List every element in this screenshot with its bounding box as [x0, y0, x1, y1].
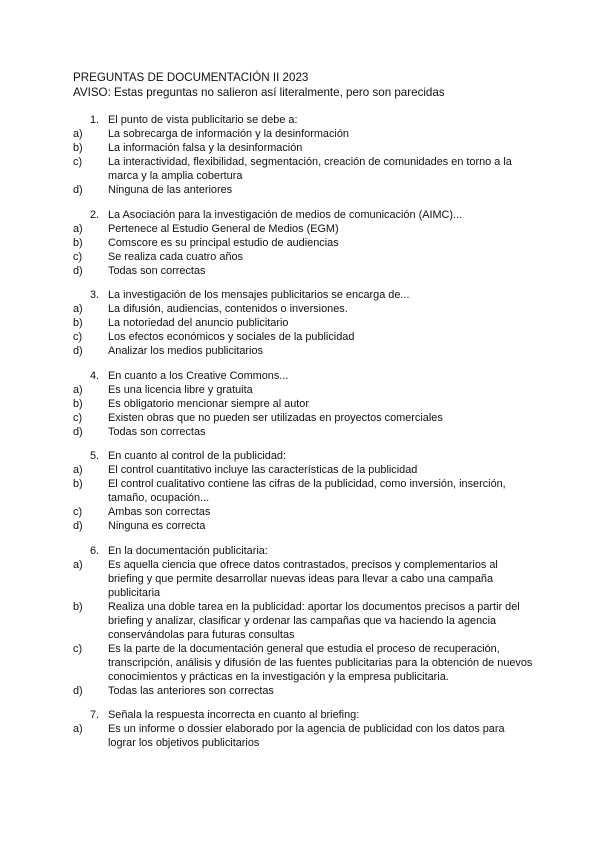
option-text: Realiza una doble tarea en la publicidad: aportar los documentos precisos a partir del briefing y analizar, clasificar y ordenar las campañas que va haciendo la agencia conservándolas para futuras consultas	[108, 600, 520, 641]
option-letter: d)	[73, 264, 83, 277]
answer-option	[73, 642, 533, 684]
answer-option	[73, 600, 533, 642]
document-header	[73, 70, 543, 100]
answer-option	[73, 344, 533, 358]
question-stem	[73, 369, 533, 383]
answer-option	[73, 127, 533, 141]
document-notice: AVISO: Estas preguntas no salieron así literalmente, pero son parecidas	[73, 86, 445, 99]
option-letter: c)	[73, 331, 83, 343]
option-letter: c)	[73, 642, 83, 655]
answer-option	[73, 183, 533, 197]
option-text: El control cuantitativo incluye las características de la publicidad	[108, 464, 418, 476]
question-stem	[73, 544, 533, 558]
question-item	[73, 449, 533, 533]
answer-option	[73, 250, 533, 264]
question-stem	[73, 208, 533, 222]
option-text: La información falsa y la desinformación	[108, 142, 303, 154]
option-letter: d)	[73, 184, 83, 196]
answer-option	[73, 519, 533, 533]
option-letter: a)	[73, 303, 83, 315]
option-text: Es una licencia libre y gratuita	[108, 383, 253, 396]
option-text: La sobrecarga de información y la desinformación	[108, 128, 349, 140]
question-text: En cuanto al control de la publicidad:	[108, 450, 286, 462]
question-number: 5.	[90, 450, 100, 462]
option-letter: b)	[73, 317, 83, 329]
option-text: Ninguna de las anteriores	[108, 184, 233, 196]
option-letter: c)	[73, 250, 83, 263]
question-number: 2.	[90, 208, 100, 221]
option-text: La interactividad, flexibilidad, segmentación, creación de comunidades en torno a la marca y la amplia cobertura	[108, 156, 512, 182]
question-text: Señala la respuesta incorrecta en cuanto al briefing:	[108, 709, 360, 721]
question-number: 6.	[90, 544, 100, 557]
question-text: El punto de vista publicitario se debe a:	[108, 114, 298, 126]
option-letter: a)	[73, 464, 83, 476]
question-text: La investigación de los mensajes publicitarios se encarga de...	[108, 289, 410, 301]
question-item	[73, 208, 533, 278]
option-text: Es la parte de la documentación general que estudia el proceso de recuperación, transcripción, análisis y difusión de las fuentes publicitarias para la obtención de nuevos conocimientos y prácticas en la investigación y la empresa publicitaria.	[108, 642, 533, 683]
question-stem	[73, 708, 533, 722]
document-title: PREGUNTAS DE DOCUMENTACIÓN II 2023	[73, 71, 309, 84]
option-letter: b)	[73, 236, 83, 249]
option-text: La notoriedad del anuncio publicitario	[108, 317, 289, 329]
question-stem	[73, 288, 533, 302]
option-text: Todas las anteriores son correctas	[108, 684, 274, 697]
answer-option	[73, 463, 533, 477]
option-text: Los efectos económicos y sociales de la publicidad	[108, 331, 355, 343]
question-item	[73, 369, 533, 439]
answer-option	[73, 316, 533, 330]
option-letter: b)	[73, 600, 83, 613]
option-letter: a)	[73, 222, 83, 235]
question-number: 3.	[90, 289, 100, 301]
option-text: Es obligatorio mencionar siempre al autor	[108, 397, 309, 410]
option-letter: d)	[73, 345, 83, 357]
question-list	[73, 113, 533, 761]
question-item	[73, 288, 533, 358]
question-item	[73, 708, 533, 750]
option-text: Ninguna es correcta	[108, 520, 206, 532]
answer-option	[73, 722, 533, 750]
option-letter: d)	[73, 520, 83, 532]
option-letter: c)	[73, 156, 83, 168]
question-text: En cuanto a los Creative Commons...	[108, 369, 289, 382]
answer-option	[73, 397, 533, 411]
option-letter: b)	[73, 478, 83, 490]
option-text: Comscore es su principal estudio de audiencias	[108, 236, 339, 249]
option-text: Existen obras que no pueden ser utilizadas en proyectos comerciales	[108, 411, 443, 424]
option-text: Es aquella ciencia que ofrece datos contrastados, precisos y complementarios al briefing y que permite desarrollar nuevas ideas para llevar a cabo una campaña publicitaria	[108, 558, 498, 599]
answer-option	[73, 302, 533, 316]
answer-option	[73, 684, 533, 698]
question-item	[73, 544, 533, 698]
answer-option	[73, 411, 533, 425]
question-item	[73, 113, 533, 197]
option-letter: c)	[73, 411, 83, 424]
option-text: La difusión, audiencias, contenidos o inversiones.	[108, 303, 348, 315]
option-text: Todas son correctas	[108, 425, 206, 438]
answer-option	[73, 558, 533, 600]
option-letter: b)	[73, 142, 83, 154]
question-stem	[73, 449, 533, 463]
option-letter: d)	[73, 425, 83, 438]
option-letter: a)	[73, 383, 83, 396]
option-text: Todas son correctas	[108, 264, 206, 277]
question-text: En la documentación publicitaria:	[108, 544, 268, 557]
option-letter: a)	[73, 128, 83, 140]
question-text: La Asociación para la investigación de medios de comunicación (AIMC)...	[108, 208, 463, 221]
option-text: Pertenece al Estudio General de Medios (EGM)	[108, 222, 339, 235]
answer-option	[73, 383, 533, 397]
answer-option	[73, 141, 533, 155]
question-number: 7.	[90, 709, 100, 721]
question-stem	[73, 113, 533, 127]
answer-option	[73, 236, 533, 250]
option-text: Ambas son correctas	[108, 506, 211, 518]
option-text: Analizar los medios publicitarios	[108, 345, 263, 357]
question-number: 1.	[90, 114, 100, 126]
option-text: Es un informe o dossier elaborado por la agencia de publicidad con los datos para lograr los objetivos publicitarios	[108, 723, 505, 749]
answer-option	[73, 330, 533, 344]
option-letter: a)	[73, 558, 83, 571]
question-number: 4.	[90, 369, 100, 382]
option-letter: d)	[73, 684, 83, 697]
option-letter: b)	[73, 397, 83, 410]
option-text: Se realiza cada cuatro años	[108, 250, 244, 263]
answer-option	[73, 425, 533, 439]
option-letter: c)	[73, 506, 83, 518]
answer-option	[73, 222, 533, 236]
answer-option	[73, 477, 533, 505]
option-letter: a)	[73, 723, 83, 735]
option-text: El control cualitativo contiene las cifras de la publicidad, como inversión, inserción, tamaño, ocupación...	[108, 478, 506, 504]
answer-option	[73, 155, 533, 183]
answer-option	[73, 505, 533, 519]
answer-option	[73, 264, 533, 278]
